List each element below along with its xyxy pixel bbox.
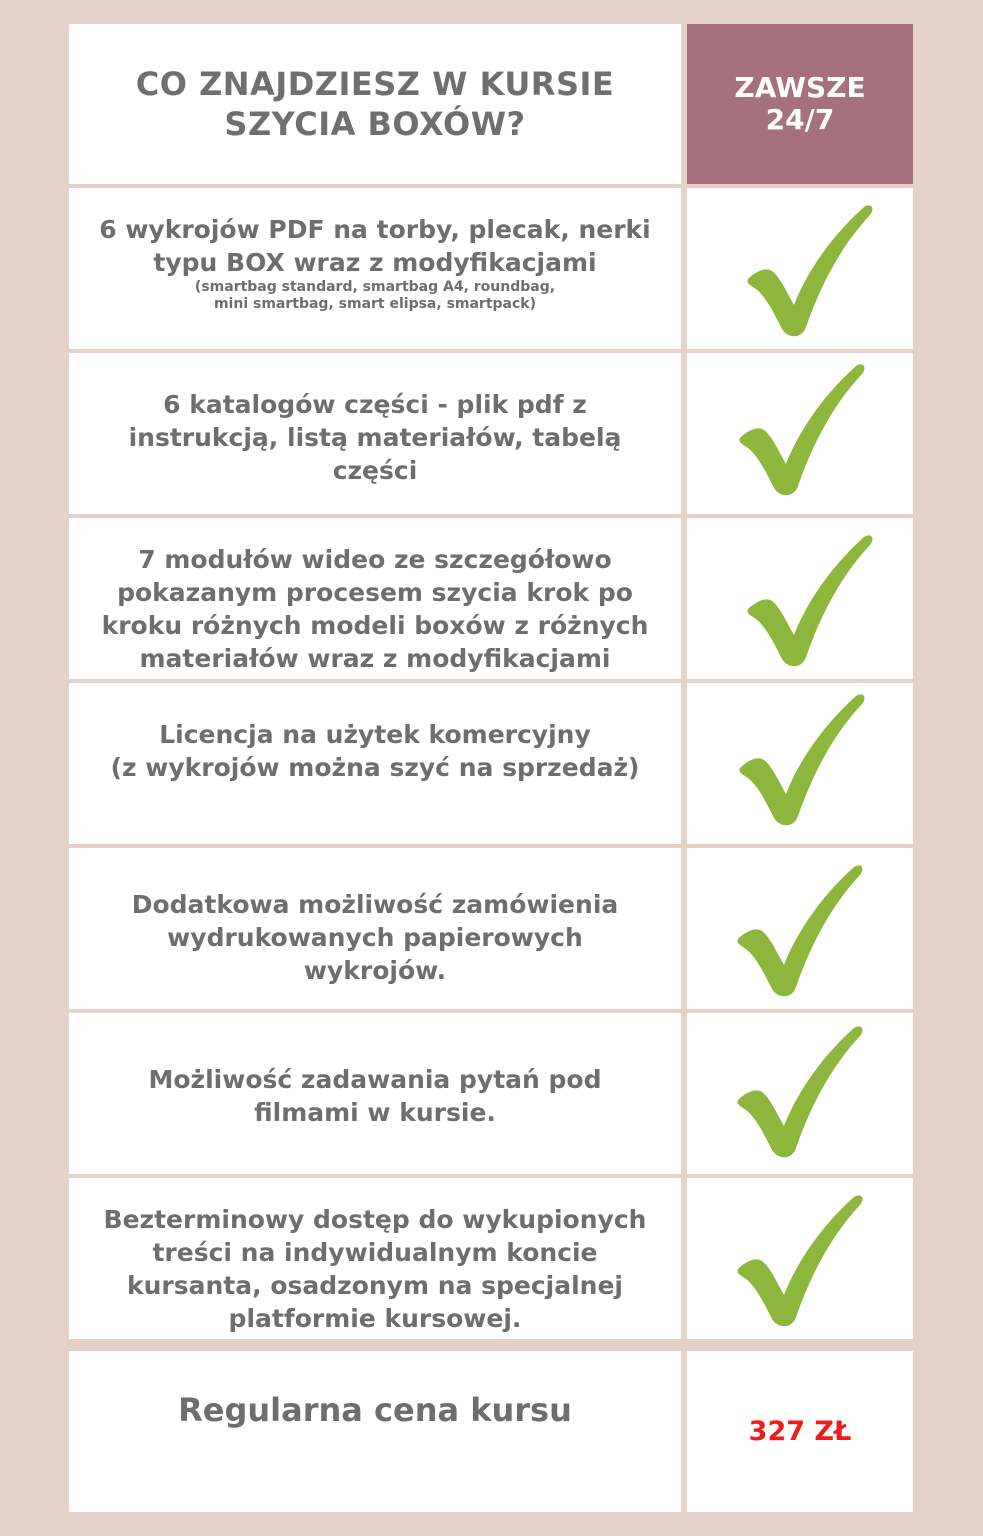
check-mark-shape	[737, 1026, 862, 1157]
header-badge-cell	[687, 24, 913, 184]
feature-row-6-text-cell	[69, 1013, 681, 1174]
header-title-cell	[69, 24, 681, 184]
feature-line: Licencja na użytek komercyjny	[159, 720, 591, 749]
check-icon	[732, 1191, 872, 1331]
feature-subline: mini smartbag, smart elipsa, smartpack)	[213, 296, 537, 312]
feature-subline: (smartbag standard, smartbag A4, roundbag,	[194, 279, 556, 295]
feature-line: materiałów wraz z modyfikacjami	[139, 644, 611, 673]
feature-line: 6 wykrojów PDF na torby, plecak, nerki	[99, 215, 651, 244]
feature-row-4-check-cell	[687, 683, 913, 844]
feature-line: Możliwość zadawania pytań pod	[148, 1065, 602, 1094]
feature-line: wykrojów.	[303, 956, 447, 985]
feature-row-2-check-cell	[687, 353, 913, 514]
price-value: 327 ZŁ	[748, 1416, 852, 1447]
feature-text	[125, 1063, 626, 1129]
feature-line: wydrukowanych papierowych	[167, 923, 583, 952]
feature-text	[105, 388, 646, 487]
feature-line: Dodatkowa możliwość zamówienia	[131, 890, 619, 919]
check-icon	[732, 861, 872, 1001]
feature-line: treści na indywidualnym koncie	[152, 1238, 598, 1267]
check-mark-shape	[739, 694, 864, 825]
feature-line: platformie kursowej.	[228, 1304, 522, 1333]
price-value-cell	[687, 1351, 913, 1512]
feature-line: 6 katalogów części - plik pdf z	[163, 390, 587, 419]
title-line-2: SZYCIA BOXÓW?	[224, 105, 526, 143]
feature-line: 7 modułów wideo ze szczegółowo	[138, 545, 612, 574]
feature-row-7-text-cell	[69, 1178, 681, 1339]
feature-row-4-text-cell	[69, 683, 681, 844]
feature-text	[108, 888, 643, 987]
feature-row-1-check-cell	[687, 188, 913, 349]
page-title	[116, 64, 635, 144]
feature-text	[75, 213, 675, 279]
price-label: Regularna cena kursu	[178, 1391, 572, 1429]
check-icon	[742, 201, 882, 341]
check-mark-shape	[747, 535, 872, 666]
check-mark-shape	[737, 865, 862, 996]
feature-line: (z wykrojów można szyć na sprzedaż)	[110, 753, 640, 782]
feature-text	[87, 718, 664, 784]
availability-badge	[724, 72, 875, 136]
feature-row-2-text-cell	[69, 353, 681, 514]
feature-text	[80, 1203, 671, 1335]
feature-row-7-check-cell	[687, 1178, 913, 1339]
check-icon	[734, 360, 874, 500]
feature-line: Bezterminowy dostęp do wykupionych	[103, 1205, 647, 1234]
feature-line: instrukcją, listą materiałów, tabelą	[128, 423, 622, 452]
feature-row-3-check-cell	[687, 518, 913, 679]
feature-line: kursanta, osadzonym na specjalnej	[127, 1271, 623, 1300]
feature-subtext	[171, 279, 579, 313]
feature-row-6-check-cell	[687, 1013, 913, 1174]
badge-line-2: 24/7	[765, 103, 835, 136]
feature-line: części	[332, 456, 418, 485]
price-label-cell	[69, 1351, 681, 1512]
feature-text	[78, 543, 673, 675]
check-mark-shape	[747, 205, 872, 336]
feature-row-5-check-cell	[687, 848, 913, 1009]
check-icon	[742, 531, 882, 671]
check-mark-shape	[737, 1195, 862, 1326]
feature-line: filmami w kursie.	[254, 1098, 496, 1127]
badge-line-1: ZAWSZE	[734, 71, 866, 104]
feature-row-3-text-cell	[69, 518, 681, 679]
feature-line: pokazanym procesem szycia krok po	[117, 578, 633, 607]
check-mark-shape	[739, 364, 864, 495]
title-line-1: CO ZNAJDZIESZ W KURSIE	[135, 65, 615, 103]
check-icon	[732, 1022, 872, 1162]
check-icon	[734, 690, 874, 830]
feature-row-5-text-cell	[69, 848, 681, 1009]
feature-line: kroku różnych modeli boxów z różnych	[101, 611, 649, 640]
feature-row-1-text-cell	[69, 188, 681, 349]
feature-line: typu BOX wraz z modyfikacjami	[153, 248, 597, 277]
